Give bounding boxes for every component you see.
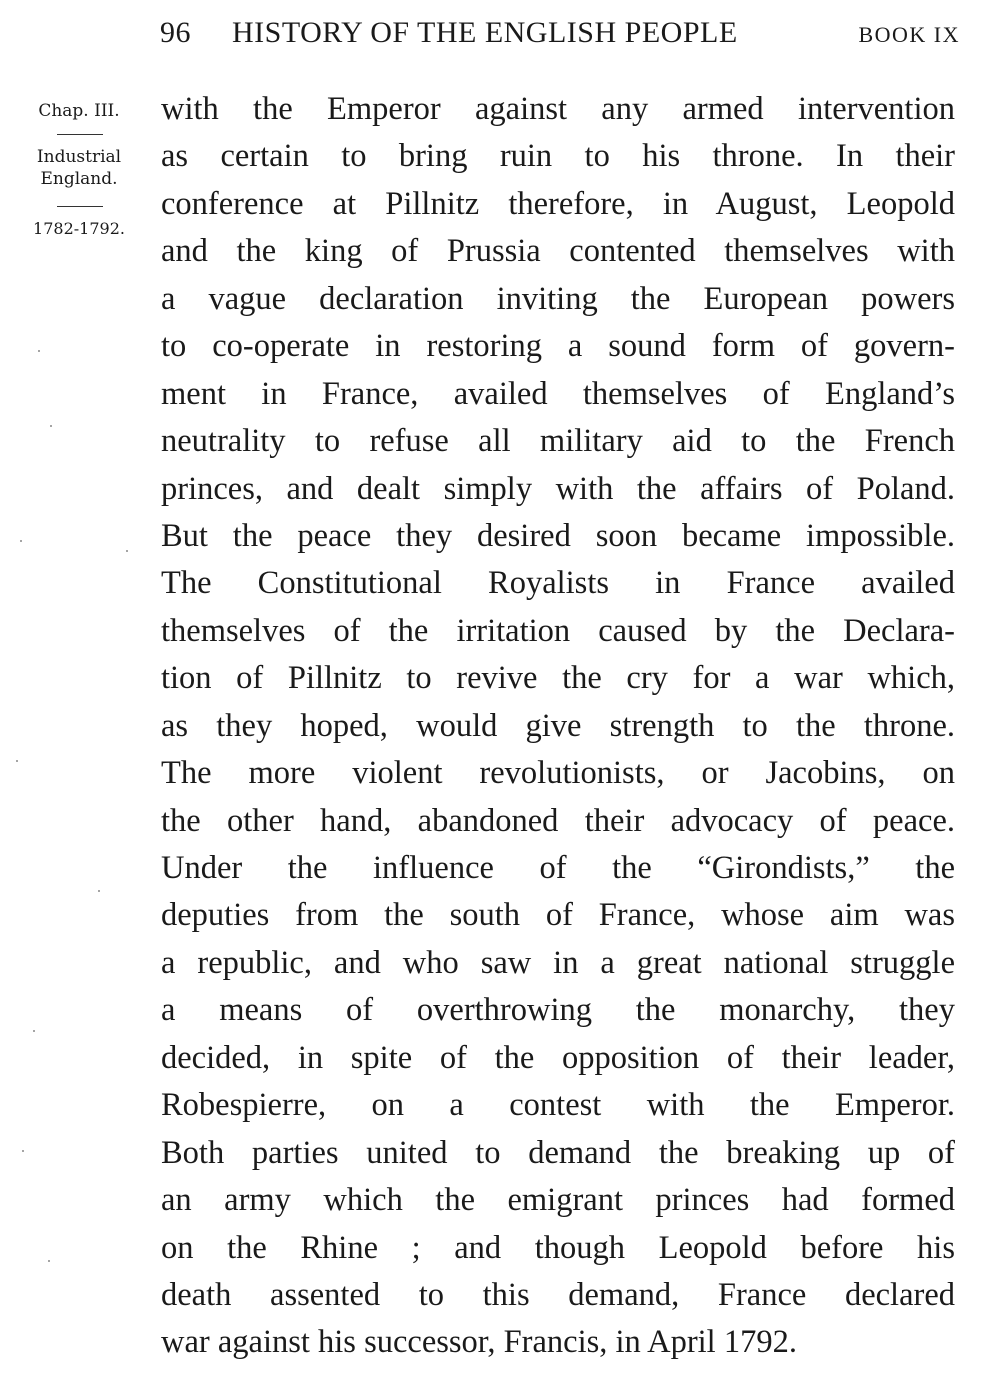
body-line: princes, and dealt simply with the affairs of Poland.	[161, 470, 955, 507]
body-line: a republic, and who saw in a great national struggle	[161, 944, 955, 981]
body-line: as they hoped, would give strength to the throne.	[161, 707, 955, 744]
body-line: war against his successor, Francis, in April 1792.	[161, 1324, 797, 1361]
body-line: The Constitutional Royalists in France availed	[161, 565, 955, 602]
body-line: Both parties united to demand the breaking up of	[161, 1134, 955, 1171]
section-note: Industrial England.	[36, 147, 122, 189]
body-line: to co-operate in restoring a sound form of govern-	[161, 328, 955, 365]
page-number: 96	[160, 16, 191, 49]
margin-rule-top	[57, 134, 103, 135]
scan-specks	[8, 330, 128, 1330]
body-line: ment in France, availed themselves of England’s	[161, 375, 955, 412]
body-line: with the Emperor against any armed intervention	[161, 91, 955, 127]
book-title: HISTORY OF THE ENGLISH PEOPLE	[232, 16, 738, 49]
body-line: conference at Pillnitz therefore, in August, Leopold	[161, 185, 955, 222]
book-label: BOOK IX	[858, 22, 960, 47]
body-line: Under the influence of the “Girondists,” the	[161, 850, 955, 886]
body-line: and the king of Prussia contented themselves with	[161, 233, 955, 270]
body-line: the other hand, abandoned their advocacy of peace.	[161, 802, 955, 839]
scan-speck	[50, 425, 52, 427]
body-line: as certain to bring ruin to his throne. In their	[161, 138, 955, 175]
body-line: neutrality to refuse all military aid to the French	[161, 423, 955, 460]
body-text	[161, 86, 955, 1367]
scan-speck	[33, 1030, 35, 1032]
scan-speck	[38, 350, 40, 352]
body-line: themselves of the irritation caused by the Declara-	[161, 612, 955, 649]
scan-speck	[48, 1260, 50, 1262]
scan-speck	[22, 1150, 24, 1152]
scan-speck	[98, 890, 100, 892]
body-line: tion of Pillnitz to revive the cry for a war which,	[161, 660, 955, 697]
body-line: a means of overthrowing the monarchy, they	[161, 992, 955, 1029]
body-line: The more violent revolutionists, or Jacobins, on	[161, 755, 955, 792]
body-line: deputies from the south of France, whose aim was	[161, 897, 955, 934]
scan-speck	[16, 760, 18, 762]
chapter-note: Chap. III.	[38, 101, 120, 121]
running-head	[160, 16, 960, 56]
body-line: an army which the emigrant princes had formed	[161, 1182, 955, 1219]
scan-speck	[20, 540, 22, 542]
body-line: Robespierre, on a contest with the Emperor.	[161, 1087, 955, 1124]
body-line: decided, in spite of the opposition of their leader,	[161, 1039, 955, 1076]
body-line: death assented to this demand, France declared	[161, 1276, 955, 1313]
dates-note: 1782-1792.	[33, 219, 125, 238]
margin-rule-bottom	[57, 206, 103, 207]
body-line: But the peace they desired soon became impossible.	[161, 517, 955, 554]
body-line: a vague declaration inviting the European powers	[161, 280, 955, 317]
scan-speck	[126, 550, 128, 552]
body-line: on the Rhine ; and though Leopold before his	[161, 1229, 955, 1266]
